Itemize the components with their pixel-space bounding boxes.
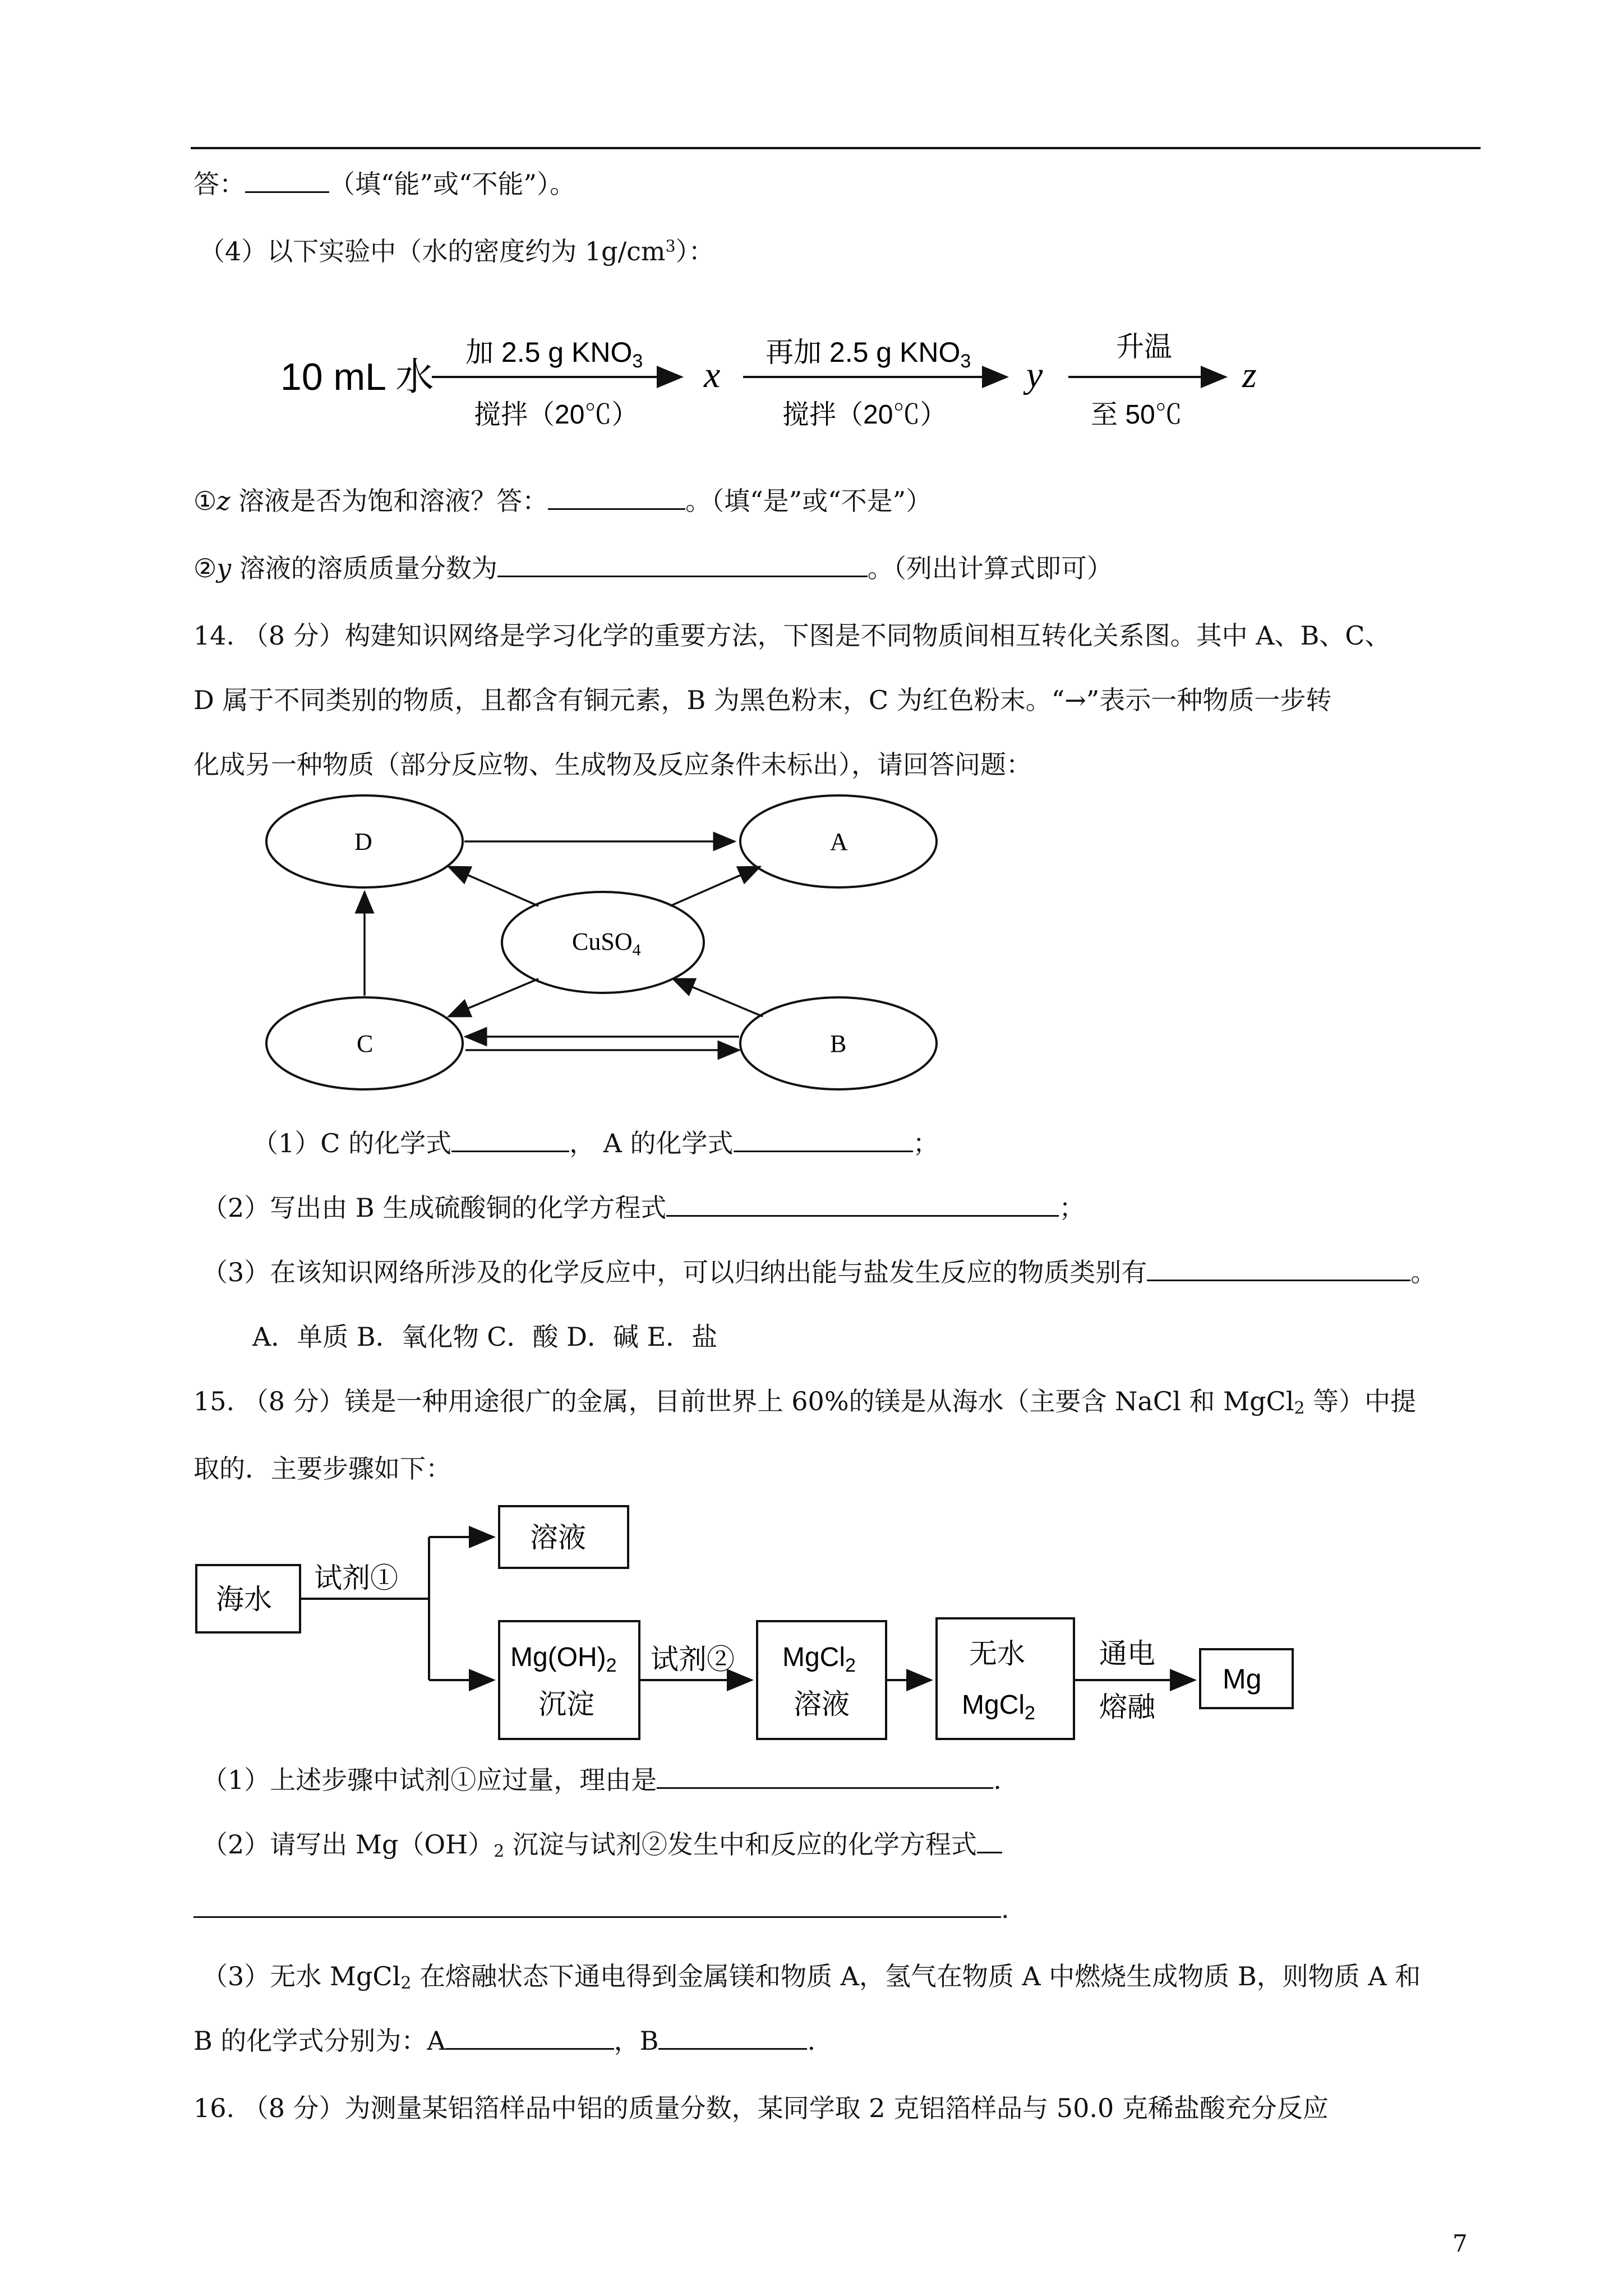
flow-mid1: x xyxy=(704,355,721,395)
q15-sub2: （2）请写出 $Mg(OH)_2$ 沉淀与试剂②发生中和反应的化学方程式 xyxy=(202,1832,1002,1860)
q14-sub1: （1）C 的化学式 ， A 的化学式 ； xyxy=(252,1128,939,1158)
box-mgcl2-line1: MgCl$_2$ xyxy=(782,1642,856,1676)
q15-line2: 取的．主要步骤如下： xyxy=(193,1453,451,1484)
q14-line1: 14. （8 分）构建知识网络是学习化学的重要方法，下图是不同物质间相互转化关系图。其中 A、B、C、 xyxy=(193,620,1391,651)
answer-line: 答： （填“能”或“不能”）。 xyxy=(193,169,576,199)
node-C-label: C xyxy=(357,1030,374,1057)
reagent2-label: 试剂② xyxy=(651,1644,735,1675)
box-mgcl2-solution xyxy=(757,1621,886,1739)
node-B-label: B xyxy=(830,1030,847,1057)
reason-blank[interactable] xyxy=(657,1787,993,1789)
box-precipitate-line2: 沉淀 xyxy=(538,1688,594,1720)
flow-step2-top: 再加 2.5 g $KNO_3$ xyxy=(766,337,971,372)
flow-step3-bottom: 至 50℃ xyxy=(1091,400,1182,430)
box-seawater-label: 海水 xyxy=(216,1584,272,1615)
q16-line1: 16. （8 分）为测量某铝箔样品中铝的质量分数，某同学取 2 克铝箔样品与 50.0 克稀盐酸充分反应 xyxy=(193,2093,1329,2123)
box-precipitate xyxy=(499,1621,639,1739)
q14-sub3: （3）在该知识网络所涉及的化学反应中，可以归纳出能与盐发生反应的物质类别有 。 xyxy=(202,1257,1437,1287)
substance-b-blank[interactable] xyxy=(658,2048,807,2050)
flow-step3-top: 升温 xyxy=(1116,331,1172,362)
neutralization-equation-blank[interactable] xyxy=(193,1916,1001,1918)
q14-options: A．单质 B．氧化物 C．酸 D．碱 E．盐 xyxy=(252,1322,718,1352)
box-solution-label: 溶液 xyxy=(530,1522,586,1553)
flow-end: z xyxy=(1242,355,1257,395)
arrow-electrolysis-top: 通电 xyxy=(1099,1638,1155,1669)
q15-sub3-line2: B 的化学式分别为：A ，B . xyxy=(193,2026,816,2056)
flow-step1-bottom: 搅拌（20℃） xyxy=(474,400,639,430)
q15-line1: 15. （8 分）镁是一种用途很广的金属，目前世界上 60%的镁是从海水（主要含 NaCl 和 MgCl$_2$ 等）中提 xyxy=(193,1386,1417,1418)
equation-blank-start xyxy=(977,1852,1002,1853)
node-D-label: D xyxy=(354,828,372,855)
node-A-label: A xyxy=(830,828,848,855)
box-anhydrous-line2: MgCl$_2$ xyxy=(962,1690,1035,1724)
q13-4-sub2: ②y 溶液的溶质质量分数为 。（列出计算式即可） xyxy=(193,553,1113,583)
q15-sub2-line2: . xyxy=(193,1896,1009,1922)
flow-start: 10 mL 水 xyxy=(280,356,434,398)
box-precipitate-line1: $Mg(OH)_2$ xyxy=(510,1642,617,1676)
arrow-electrolysis-bottom: 熔融 xyxy=(1099,1691,1155,1723)
substance-a-blank[interactable] xyxy=(446,2048,614,2050)
q13-4-sub1: ①z 溶液是否为饱和溶液？答： 。（填“是”或“不是”） xyxy=(193,486,932,516)
box-anhydrous-line1: 无水 xyxy=(969,1638,1025,1669)
page-number: 7 xyxy=(1453,2230,1468,2257)
node-CuSO4-label: CuSO$_4$ xyxy=(572,928,641,959)
q14-line2: D 属于不同类别的物质，且都含有铜元素，B 为黑色粉末，C 为红色粉末。“→”表示一种物质一步转 xyxy=(193,685,1332,715)
box-mgcl2-line2: 溶液 xyxy=(794,1688,850,1720)
reagent1-label: 试剂① xyxy=(314,1562,398,1594)
flow-step1-top: 加 2.5 g $KNO_3$ xyxy=(465,337,643,372)
box-mg-label: Mg xyxy=(1223,1663,1262,1695)
q13-4-intro: （4）以下实验中（水的密度约为 $1g/cm^3$）： xyxy=(199,236,714,266)
q14-line3: 化成另一种物质（部分反应物、生成物及反应条件未标出），请回答问题： xyxy=(193,749,1032,780)
q15-sub3-line1: （3）无水 MgCl$_2$ 在熔融状态下通电得到金属镁和物质 A，氢气在物质 A 中燃烧生成物质 B，则物质 A 和 xyxy=(202,1961,1421,1993)
flow-mid2: y xyxy=(1026,355,1043,395)
box-anhydrous-mgcl2 xyxy=(937,1618,1074,1739)
flow-step2-bottom: 搅拌（20℃） xyxy=(782,400,947,430)
q15-sub1: （1）上述步骤中试剂①应过量，理由是 . xyxy=(202,1765,1002,1795)
q14-sub2: （2）写出由 B 生成硫酸铜的化学方程式 ； xyxy=(202,1193,1085,1223)
